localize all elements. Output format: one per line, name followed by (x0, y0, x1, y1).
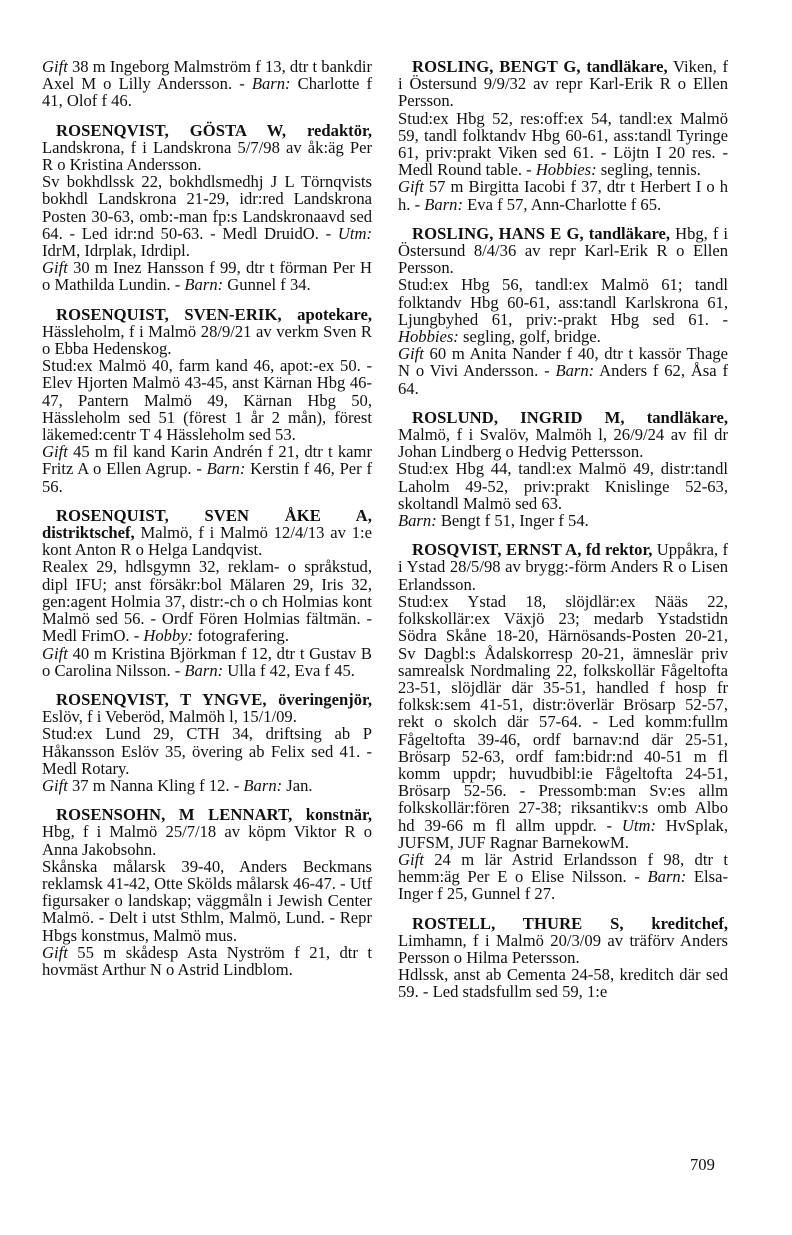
entry-text: IdrM, Idrplak, Idrdipl. (42, 241, 190, 261)
entry-heading (398, 541, 728, 593)
entry-text: Stud:ex Hbg 52, res:off:ex 54, tandl:ex Malmö 59, tandl folktandv Hbg 60-61, ass:tandl Tyringe 61, priv:prakt Viken sed 61. - Löjtn I 20 res. - Medl Round table. - (398, 108, 728, 180)
entry-heading (42, 691, 372, 725)
entry-text: Kerstin f 46, Per f 56. (42, 459, 372, 496)
entry-text: 55 m skådesp Asta Nyström f 21, dtr t hovmäst Arthur N o Astrid Lindblom. (42, 942, 372, 979)
italic-label: Hobbies: (398, 327, 459, 347)
entry-text: Realex 29, hdlsgymn 32, reklam- o språkstud, dipl IFU; anst försäkr:bol Mälaren 29, Iris 32, gen:agent Holmia 37, distr:-ch o ch Holmias kont Malmö sed 56. - Ordf Fören Holmias fältmän. - Medl FrimO. - (42, 557, 372, 646)
italic-label: Utm: (337, 223, 372, 243)
person-title: fd rektor, (581, 540, 653, 560)
entry-heading (398, 225, 728, 277)
entry-paragraph (398, 966, 728, 1000)
entry-paragraph (42, 357, 372, 443)
entry-text: fotografering. (193, 626, 290, 646)
person-name: ROSTELL, THURE S, (412, 913, 624, 933)
entry-text: Malmö, f i Svalöv, Malmöh l, 26/9/24 av fil dr Johan Lindberg o Hedvig Pettersson. (398, 425, 728, 462)
entry-rosling-hans (398, 225, 728, 397)
entry-rosenquist-sven-ake (42, 507, 372, 679)
person-name: ROSENQVIST, T YNGVE, (56, 689, 267, 709)
entry-paragraph (42, 58, 372, 110)
entry-text: Stud:ex Malmö 40, farm kand 46, apot:-ex 50. - Elev Hjorten Malmö 43-45, anst Kärnan Hbg 46-47, Pantern Malmö 49, Kärnan Hbg 50, Hässleholm sed 51 (förest 1 år 2 mån), förest läkemed:centr T 4 Hässleholm sed 53. (42, 356, 372, 445)
italic-label: Gift (398, 344, 424, 364)
entry-text: Sv bokhdlssk 22, bokhdlsmedhj J L Törnqvists bokhdl Landskrona 21-29, idr:red Landskrona Posten 30-63, omb:-man fp:s Landskronaavd sed 64. - Led idr:nd 50-63. - Medl DruidO. - (42, 172, 372, 243)
person-title: kreditchef, (623, 913, 728, 933)
entry-paragraph (42, 558, 372, 644)
person-title: överingenjör, (266, 689, 372, 709)
entry-text: 38 m Ingeborg Malmström f 13, dtr t bankdir Axel M o Lilly Andersson. - (42, 57, 372, 94)
person-title: tandläkare, (580, 57, 668, 76)
entry-text: Charlotte f 41, Olof f 46. (42, 74, 372, 111)
person-name: ROSENQUIST, SVEN-ERIK, (56, 304, 282, 324)
italic-label: Barn: (398, 511, 437, 531)
person-title: tandläkare, (624, 407, 728, 427)
italic-label: Gift (42, 643, 68, 663)
entry-text: Skånska målarsk 39-40, Anders Beckmans reklamsk 41-42, Otte Skölds målarsk 46-47. - Utf figursaker o landskap; väggmåln i Jewish Center Malmö. - Delt i utst Sthlm, Malmö, Lund. - Repr Hbgs konstmus, Malmö mus. (42, 856, 372, 945)
entry-paragraph (398, 593, 728, 851)
person-name: ROSENQVIST, GÖSTA W, (56, 120, 287, 140)
entry-heading (398, 409, 728, 461)
entry-paragraph (42, 443, 372, 495)
entry-paragraph (42, 858, 372, 944)
entry-text: 60 m Anita Nander f 40, dtr t kassör Thage N o Vivi Andersson. - (398, 344, 728, 381)
person-title: distriktschef, (42, 523, 135, 543)
entry-rosling-bengt (398, 58, 728, 213)
entry-paragraph (42, 944, 372, 978)
entry-text: Hbg, f i Östersund 8/4/36 av repr Karl-Erik R o Ellen Persson. (398, 223, 728, 278)
italic-label: Utm: (621, 815, 656, 835)
entry-text: Stud:ex Lund 29, CTH 34, driftsing ab P Håkansson Eslöv 35, övering ab Felix sed 41. - Medl Rotary. (42, 724, 372, 778)
italic-label: Gift (398, 177, 424, 197)
entry-paragraph (42, 259, 372, 293)
entry-text: Malmö, f i Malmö 12/4/13 av 1:e kont Anton R o Helga Landqvist. (42, 523, 372, 560)
entry-text: Stud:ex Hbg 44, tandl:ex Malmö 49, distr:tandl Laholm 49-52, priv:prakt Knislinge 52-63, skoltandl Malmö sed 63. (398, 459, 728, 513)
italic-label: Gift (42, 258, 68, 278)
entry-text: Gunnel f 34. (223, 275, 311, 295)
entry-roslund-ingrid (398, 409, 728, 529)
italic-label: Gift (42, 442, 68, 462)
entry-text: Stud:ex Ystad 18, slöjdlär:ex Nääs 22, folkskollär:ex Växjö 23; medarb Ystadstidn Södra Skåne 18-20, Härnösands-Posten 20-21, Sv Dagbl:s Ådalskorresp 20-21, ämneslär priv samrealsk Nordmaling 22, folkskollär Fågeltofta 23-51, slöjdlär där 35-51, handled f hosp fr folksk:sem 41-51, distr:överlär Brösarp 52-57, rekt o skolch där 57-64. - Led komm:fullm Fågeltofta 39-46, ordf barnav:nd där 25-51, Brösarp 52-63, ordf fam:bidr:nd 40-51 m fl komm uppdr; huvudbibl:ie Fågeltofta 24-51, Brösarp 52-56. - Pressomb:man Sv:es allm folkskollär:fören 27-38; riksantikv:s omb Albo hd 39-66 m fl allm uppdr. - (398, 591, 728, 835)
entry-paragraph (42, 645, 372, 679)
italic-label: Gift (398, 849, 424, 869)
entry-text: Elsa-Inger f 25, Gunnel f 27. (398, 867, 728, 904)
entry-text: 57 m Birgitta Iacobi f 37, dtr t Herbert I o h h. - (398, 177, 728, 214)
entry-rosenqvist-gosta (42, 122, 372, 294)
entry-text: Hdlssk, anst ab Cementa 24-58, kreditch där sed 59. - Led stadsfullm sed 59, 1:e (398, 965, 728, 1002)
entry-heading (398, 58, 728, 110)
entry-paragraph (398, 276, 728, 345)
entry-paragraph (398, 851, 728, 903)
entry-paragraph (398, 178, 728, 212)
entry-rosenquist-sven-erik (42, 306, 372, 495)
entry-text: Limhamn, f i Malmö 20/3/09 av träförv Anders Persson o Hilma Petersson. (398, 930, 728, 967)
entry-paragraph (398, 110, 728, 179)
person-name: ROSENSOHN, M LENNART, (56, 805, 293, 825)
person-name: ROSLING, HANS E G, (412, 223, 584, 243)
entry-text: Eslöv, f i Veberöd, Malmöh l, 15/1/09. (42, 707, 297, 727)
entry-text: Landskrona, f i Landskrona 5/7/98 av åk:äg Per R o Kristina Andersson. (42, 137, 372, 175)
entry-rosensohn-m-lennart (42, 806, 372, 978)
italic-label: Gift (42, 775, 68, 795)
person-title: redaktör, (286, 120, 372, 140)
italic-label: Barn: (184, 275, 224, 295)
entry-text: 24 m lär Astrid Erlandsson f 98, dtr t hemm:äg Per E o Elise Nilsson. - (398, 849, 728, 887)
entry-text: 40 m Kristina Björkman f 12, dtr t Gustav B o Carolina Nilsson. - (42, 643, 372, 680)
entry-text: 45 m fil kand Karin Andrén f 21, dtr t kamr Fritz A o Ellen Agrup. - (42, 442, 372, 479)
entry-paragraph (398, 345, 728, 397)
person-title: apotekare, (281, 304, 372, 324)
entry-text: Eva f 57, Ann-Charlotte f 65. (463, 194, 662, 214)
entry-paragraph (42, 725, 372, 777)
entry-text: Hbg, f i Malmö 25/7/18 av köpm Viktor R o Anna Jakobsohn. (42, 822, 372, 859)
entry-text: Jan. (282, 775, 313, 795)
entry-cont (42, 58, 372, 110)
italic-label: Barn: (555, 361, 595, 381)
entry-text: Uppåkra, f i Ystad 28/5/98 av brygg:-förm Anders R o Lisen Erlandsson. (398, 540, 728, 594)
person-title: konstnär, (292, 805, 373, 825)
person-title: tandläkare, (583, 223, 671, 243)
italic-label: Gift (42, 942, 68, 962)
right-column (398, 58, 728, 1013)
entry-text: Anders f 62, Åsa f 64. (398, 361, 729, 398)
person-name: ROSLING, BENGT G, (412, 57, 581, 76)
entry-heading (42, 806, 372, 858)
italic-label: Barn: (647, 867, 687, 887)
entry-rostell-thure (398, 915, 728, 1001)
italic-label: Barn: (243, 775, 283, 795)
page-number: 709 (690, 1155, 715, 1174)
entry-text: Viken, f i Östersund 9/9/32 av repr Karl-Erik R o Ellen Persson. (398, 57, 728, 111)
entry-text: Hässleholm, f i Malmö 28/9/21 av verkm Sven R o Ebba Hedenskog. (42, 321, 372, 359)
entry-heading (42, 122, 372, 174)
entry-text: segling, tennis. (596, 160, 701, 180)
entry-paragraph (398, 460, 728, 512)
entry-heading (398, 915, 728, 967)
italic-label: Gift (42, 57, 68, 76)
entry-text: Bengt f 51, Inger f 54. (436, 511, 589, 531)
entry-text: 37 m Nanna Kling f 12. - (67, 775, 244, 795)
italic-label: Barn: (251, 74, 291, 94)
person-name: ROSLUND, INGRID M, (412, 407, 625, 427)
left-column (42, 58, 372, 990)
person-name: ROSQVIST, ERNST A, (412, 540, 582, 560)
italic-label: Barn: (424, 194, 463, 214)
italic-label: Barn: (184, 660, 224, 680)
entry-rosqvist-ernst (398, 541, 728, 902)
entry-text: HvSplak, JUFSM, JUF Ragnar BarnekowM. (398, 815, 729, 852)
entry-rosenqvist-t-yngve (42, 691, 372, 794)
entry-text: Ulla f 42, Eva f 45. (223, 660, 355, 680)
entry-text: segling, golf, bridge. (458, 327, 601, 347)
italic-label: Barn: (206, 459, 246, 479)
italic-label: Hobby: (143, 626, 194, 646)
entry-heading (42, 306, 372, 358)
italic-label: Hobbies: (535, 160, 597, 180)
entry-paragraph (42, 173, 372, 259)
entry-paragraph (42, 777, 372, 794)
entry-paragraph (398, 512, 728, 529)
entry-text: Stud:ex Hbg 56, tandl:ex Malmö 61; tandl folktandv Hbg 60-61, ass:tandl Karlskrona 61, Ljungbyhed 61, priv:-prakt Hbg sed 61. - (398, 275, 728, 329)
entry-text: 30 m Inez Hansson f 99, dtr t förman Per H o Mathilda Lundin. - (42, 258, 372, 295)
entry-heading (42, 507, 372, 559)
person-name: ROSENQUIST, SVEN ÅKE A, (56, 505, 372, 525)
